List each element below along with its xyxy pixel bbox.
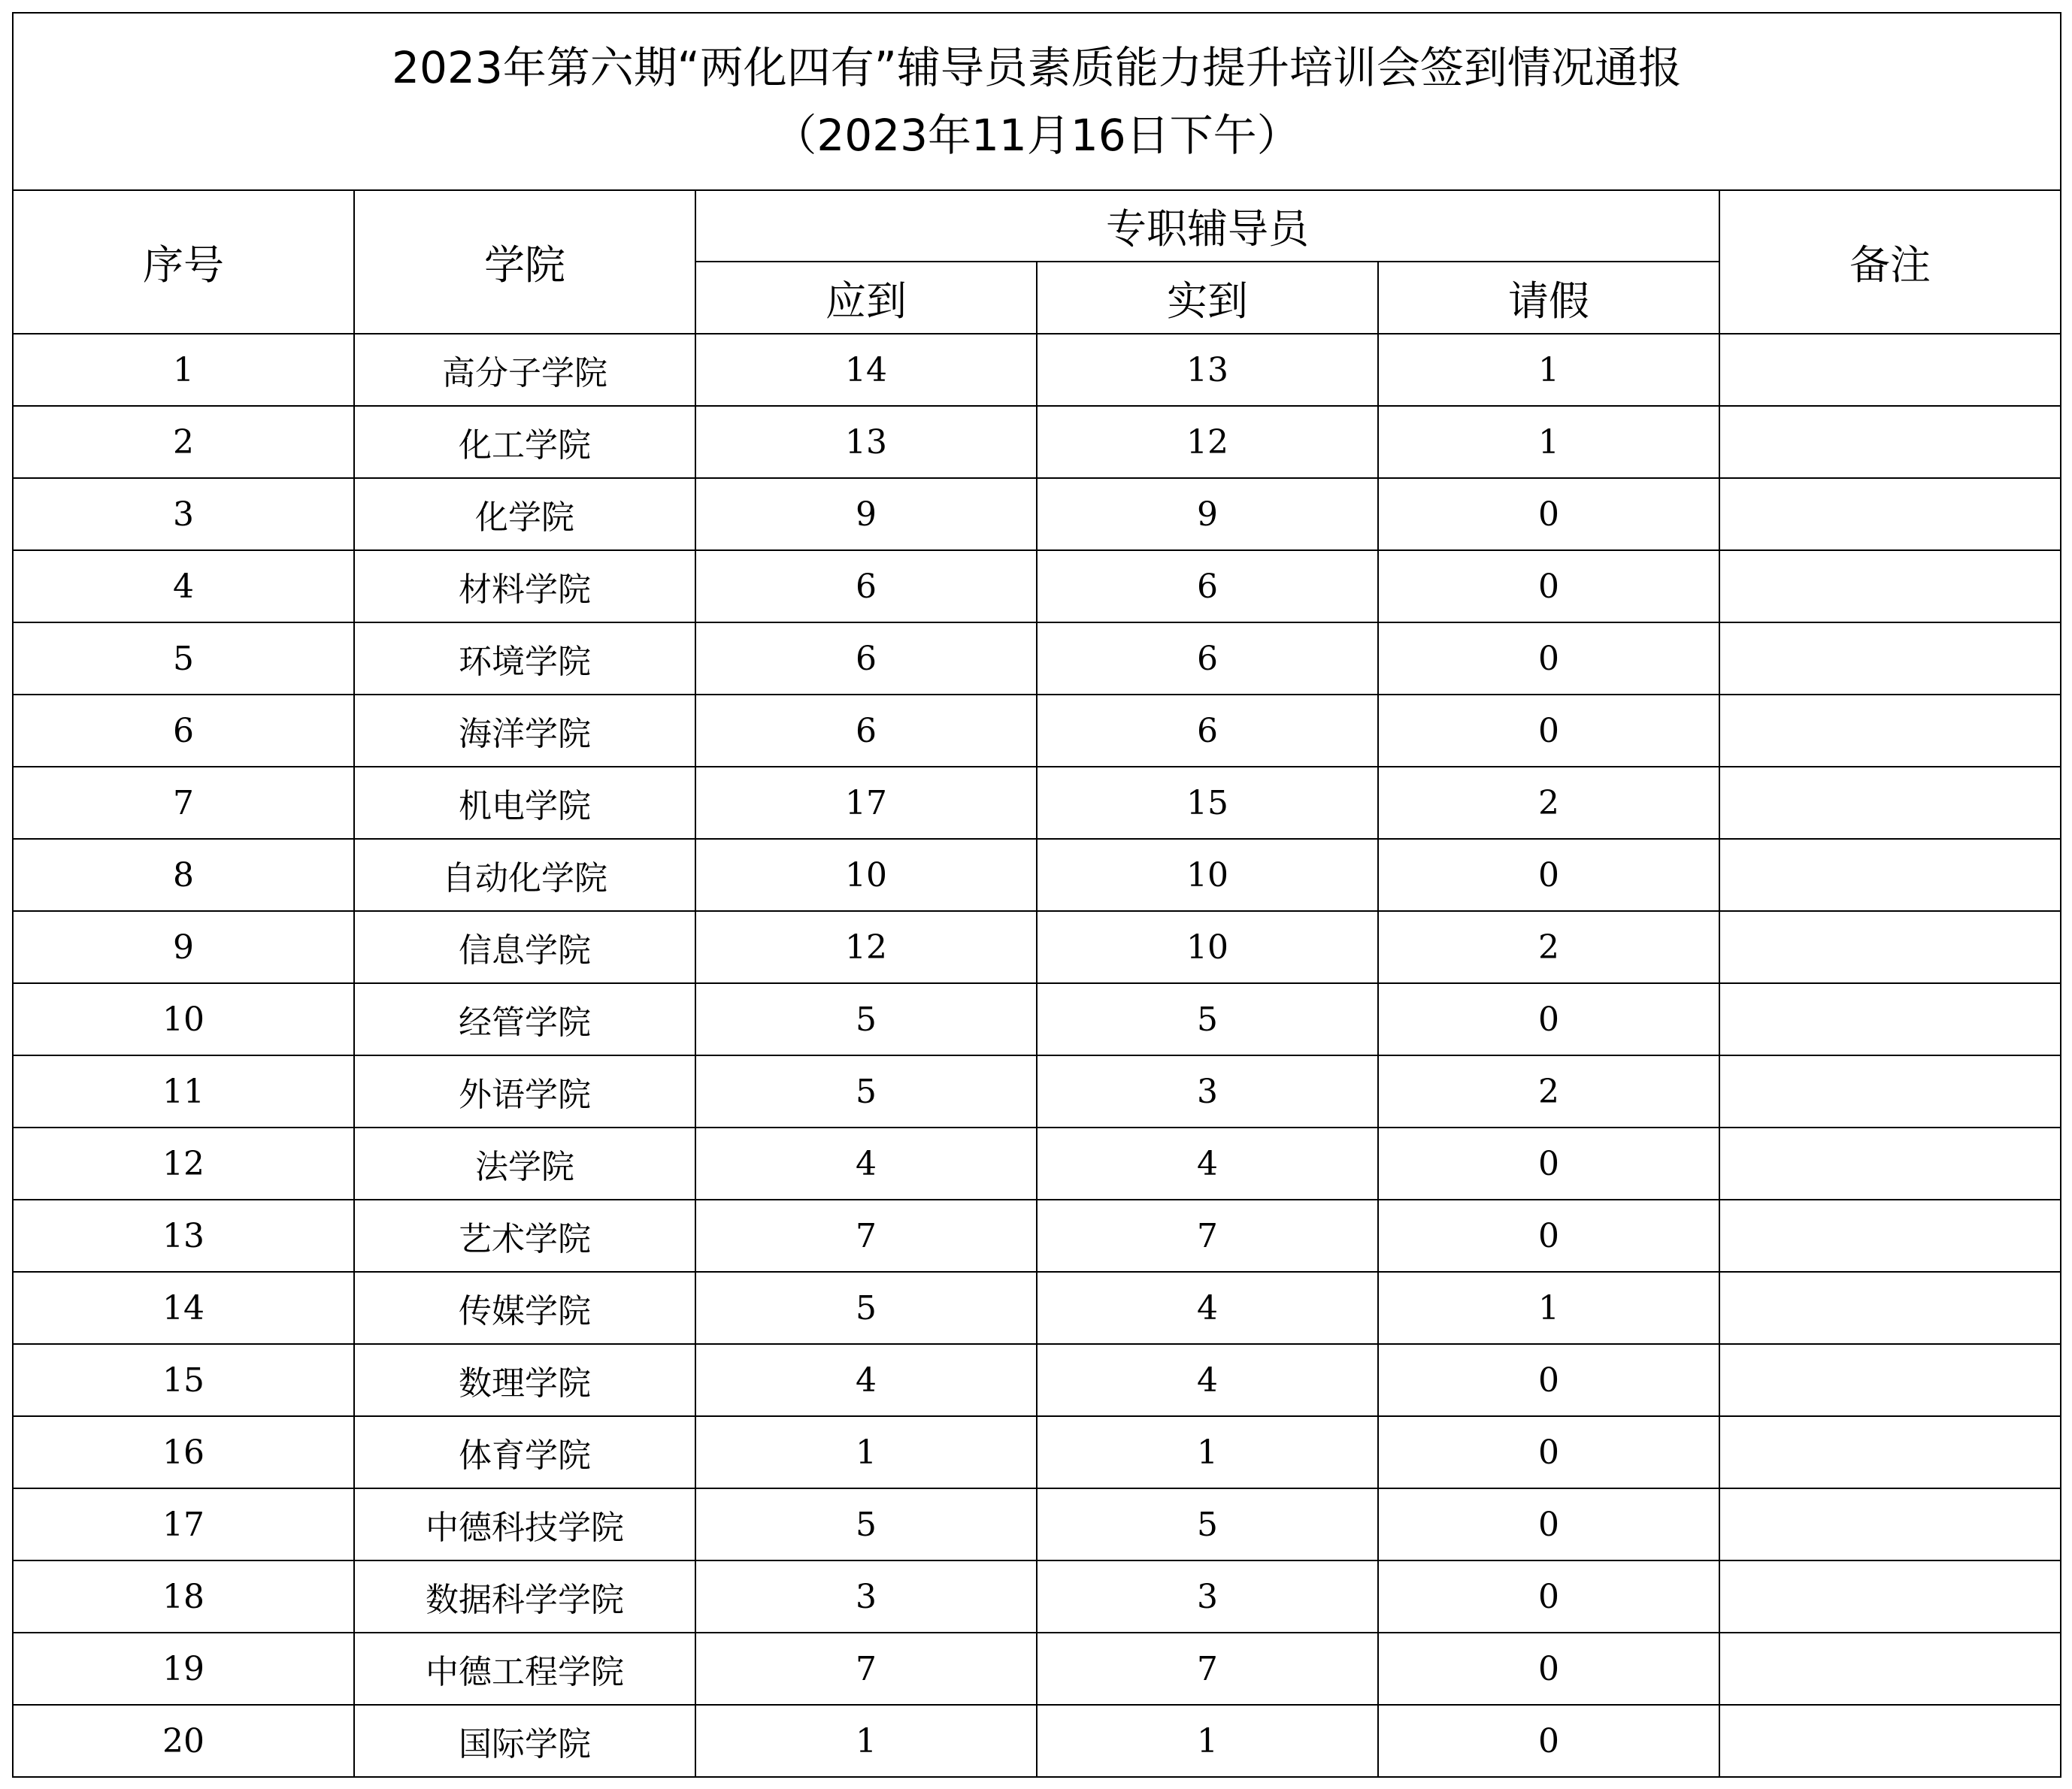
cell-leave: 2 (1378, 911, 1719, 983)
cell-remarks (1719, 1633, 2061, 1705)
cell-actual: 1 (1037, 1705, 1378, 1777)
table-row (13, 1344, 2061, 1416)
table-row (13, 1488, 2061, 1560)
cell-leave: 0 (1378, 1200, 1719, 1272)
cell-leave: 0 (1378, 695, 1719, 767)
cell-college: 外语学院 (354, 1055, 695, 1128)
cell-actual: 6 (1037, 695, 1378, 767)
cell-seq: 1 (13, 334, 354, 406)
cell-expected: 17 (695, 767, 1037, 839)
cell-actual: 4 (1037, 1272, 1378, 1344)
cell-seq: 16 (13, 1416, 354, 1488)
cell-college: 环境学院 (354, 622, 695, 695)
cell-leave: 0 (1378, 478, 1719, 550)
cell-actual: 12 (1037, 406, 1378, 478)
table-row (13, 478, 2061, 550)
cell-actual: 9 (1037, 478, 1378, 550)
cell-actual: 3 (1037, 1055, 1378, 1128)
cell-expected: 6 (695, 695, 1037, 767)
cell-actual: 5 (1037, 1488, 1378, 1560)
cell-remarks (1719, 406, 2061, 478)
cell-remarks (1719, 1416, 2061, 1488)
cell-college: 高分子学院 (354, 334, 695, 406)
cell-seq: 7 (13, 767, 354, 839)
cell-college: 自动化学院 (354, 839, 695, 911)
header-seq: 序号 (13, 190, 354, 334)
cell-seq: 18 (13, 1560, 354, 1633)
cell-expected: 6 (695, 622, 1037, 695)
cell-college: 传媒学院 (354, 1272, 695, 1344)
cell-leave: 0 (1378, 622, 1719, 695)
cell-leave: 0 (1378, 1705, 1719, 1777)
table-row (13, 911, 2061, 983)
cell-actual: 6 (1037, 550, 1378, 622)
cell-seq: 8 (13, 839, 354, 911)
cell-remarks (1719, 695, 2061, 767)
cell-expected: 5 (695, 983, 1037, 1055)
cell-remarks (1719, 1200, 2061, 1272)
cell-expected: 4 (695, 1344, 1037, 1416)
header-actual: 实到 (1037, 262, 1378, 334)
cell-expected: 5 (695, 1055, 1037, 1128)
cell-college: 数据科学学院 (354, 1560, 695, 1633)
cell-remarks (1719, 1488, 2061, 1560)
cell-actual: 4 (1037, 1344, 1378, 1416)
attendance-table (12, 12, 2061, 1778)
cell-leave: 1 (1378, 334, 1719, 406)
cell-seq: 14 (13, 1272, 354, 1344)
cell-seq: 17 (13, 1488, 354, 1560)
cell-remarks (1719, 1560, 2061, 1633)
cell-college: 经管学院 (354, 983, 695, 1055)
cell-remarks (1719, 478, 2061, 550)
table-row (13, 1633, 2061, 1705)
cell-seq: 6 (13, 695, 354, 767)
cell-remarks (1719, 622, 2061, 695)
cell-college: 海洋学院 (354, 695, 695, 767)
table-row (13, 1705, 2061, 1777)
cell-seq: 19 (13, 1633, 354, 1705)
cell-expected: 1 (695, 1416, 1037, 1488)
cell-expected: 9 (695, 478, 1037, 550)
cell-leave: 0 (1378, 983, 1719, 1055)
cell-leave: 0 (1378, 1633, 1719, 1705)
cell-college: 材料学院 (354, 550, 695, 622)
cell-actual: 13 (1037, 334, 1378, 406)
cell-college: 国际学院 (354, 1705, 695, 1777)
table-row (13, 1055, 2061, 1128)
cell-expected: 3 (695, 1560, 1037, 1633)
cell-actual: 5 (1037, 983, 1378, 1055)
cell-leave: 0 (1378, 1344, 1719, 1416)
cell-college: 化学院 (354, 478, 695, 550)
table-row (13, 550, 2061, 622)
cell-leave: 2 (1378, 1055, 1719, 1128)
cell-actual: 3 (1037, 1560, 1378, 1633)
cell-actual: 1 (1037, 1416, 1378, 1488)
cell-expected: 5 (695, 1488, 1037, 1560)
table-row (13, 1560, 2061, 1633)
table-row (13, 1128, 2061, 1200)
cell-seq: 3 (13, 478, 354, 550)
cell-college: 中德工程学院 (354, 1633, 695, 1705)
cell-actual: 10 (1037, 911, 1378, 983)
cell-leave: 0 (1378, 1560, 1719, 1633)
cell-expected: 14 (695, 334, 1037, 406)
cell-remarks (1719, 839, 2061, 911)
cell-seq: 11 (13, 1055, 354, 1128)
cell-remarks (1719, 1344, 2061, 1416)
cell-college: 艺术学院 (354, 1200, 695, 1272)
cell-remarks (1719, 1128, 2061, 1200)
cell-remarks (1719, 334, 2061, 406)
cell-remarks (1719, 911, 2061, 983)
table-row (13, 839, 2061, 911)
cell-remarks (1719, 1055, 2061, 1128)
cell-seq: 4 (13, 550, 354, 622)
table-row (13, 695, 2061, 767)
table-row (13, 406, 2061, 478)
header-fulltime-counselors: 专职辅导员 (695, 190, 1719, 262)
cell-actual: 6 (1037, 622, 1378, 695)
cell-expected: 7 (695, 1633, 1037, 1705)
cell-leave: 0 (1378, 1416, 1719, 1488)
title-row (13, 13, 2061, 190)
cell-college: 化工学院 (354, 406, 695, 478)
cell-leave: 0 (1378, 1128, 1719, 1200)
title-line-2: （2023年11月16日下午） (773, 110, 1301, 161)
cell-seq: 9 (13, 911, 354, 983)
cell-remarks (1719, 1272, 2061, 1344)
cell-leave: 0 (1378, 550, 1719, 622)
header-row-top (13, 190, 2061, 262)
header-remarks: 备注 (1719, 190, 2061, 334)
cell-college: 中德科技学院 (354, 1488, 695, 1560)
table-row (13, 622, 2061, 695)
cell-remarks (1719, 767, 2061, 839)
cell-remarks (1719, 983, 2061, 1055)
cell-seq: 15 (13, 1344, 354, 1416)
cell-expected: 10 (695, 839, 1037, 911)
cell-seq: 5 (13, 622, 354, 695)
cell-seq: 10 (13, 983, 354, 1055)
cell-expected: 4 (695, 1128, 1037, 1200)
cell-expected: 5 (695, 1272, 1037, 1344)
cell-expected: 13 (695, 406, 1037, 478)
cell-leave: 1 (1378, 1272, 1719, 1344)
cell-expected: 1 (695, 1705, 1037, 1777)
document-title (13, 13, 2061, 190)
table-row (13, 767, 2061, 839)
header-expected: 应到 (695, 262, 1037, 334)
cell-actual: 7 (1037, 1200, 1378, 1272)
cell-expected: 7 (695, 1200, 1037, 1272)
cell-leave: 2 (1378, 767, 1719, 839)
table-row (13, 983, 2061, 1055)
cell-expected: 6 (695, 550, 1037, 622)
cell-seq: 2 (13, 406, 354, 478)
cell-remarks (1719, 1705, 2061, 1777)
cell-college: 体育学院 (354, 1416, 695, 1488)
cell-actual: 15 (1037, 767, 1378, 839)
cell-college: 数理学院 (354, 1344, 695, 1416)
cell-college: 法学院 (354, 1128, 695, 1200)
cell-expected: 12 (695, 911, 1037, 983)
table-row (13, 1200, 2061, 1272)
table-row (13, 334, 2061, 406)
cell-college: 信息学院 (354, 911, 695, 983)
header-college: 学院 (354, 190, 695, 334)
cell-leave: 0 (1378, 839, 1719, 911)
cell-actual: 4 (1037, 1128, 1378, 1200)
header-leave: 请假 (1378, 262, 1719, 334)
cell-remarks (1719, 550, 2061, 622)
cell-actual: 7 (1037, 1633, 1378, 1705)
table-row (13, 1272, 2061, 1344)
table-row (13, 1416, 2061, 1488)
cell-seq: 12 (13, 1128, 354, 1200)
cell-seq: 20 (13, 1705, 354, 1777)
cell-college: 机电学院 (354, 767, 695, 839)
title-line-1: 2023年第六期“两化四有”辅导员素质能力提升培训会签到情况通报 (392, 42, 1682, 93)
cell-leave: 0 (1378, 1488, 1719, 1560)
cell-leave: 1 (1378, 406, 1719, 478)
cell-seq: 13 (13, 1200, 354, 1272)
cell-actual: 10 (1037, 839, 1378, 911)
